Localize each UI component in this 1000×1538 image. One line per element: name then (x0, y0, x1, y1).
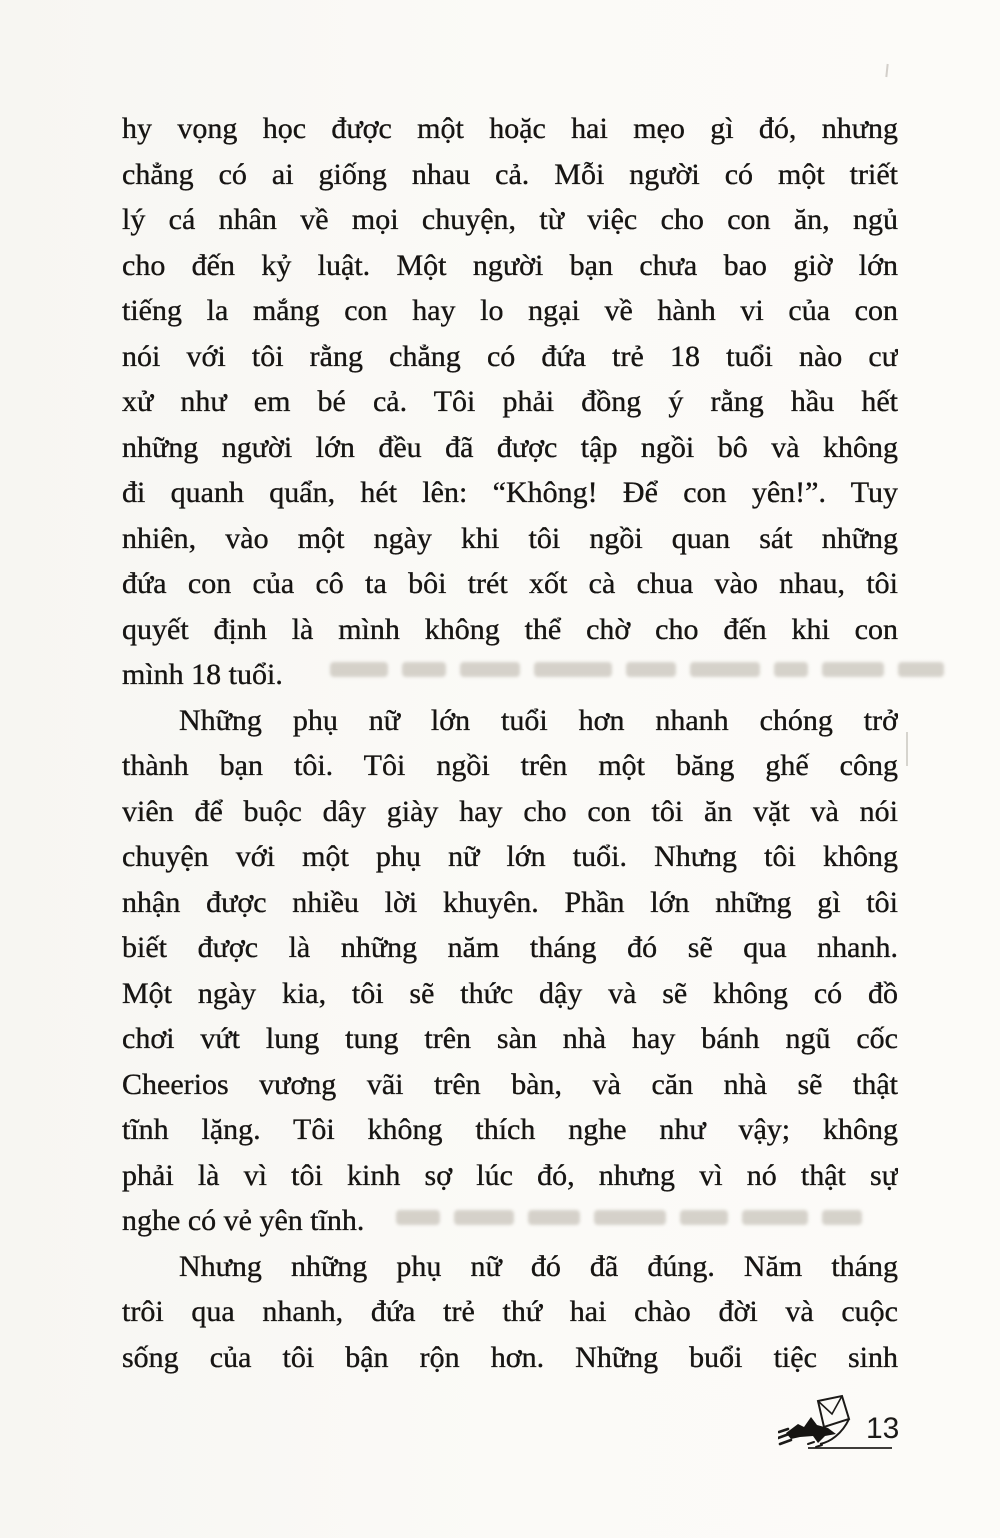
text-line: biết được là những năm tháng đó sẽ qua nhanh. (122, 931, 898, 964)
text-line: Nhưng những phụ nữ đó đã đúng. Năm tháng (179, 1249, 898, 1283)
text-line: tiếng la mắng con hay lo ngại về hành vi của con (122, 294, 898, 327)
text-line: thành bạn tôi. Tôi ngồi trên một băng ghế công (122, 749, 898, 782)
footer-rule (808, 1447, 892, 1449)
text-line: quyết định là mình không thể chờ cho đến khi con (122, 612, 898, 646)
text-line: chơi vứt lung tung trên sàn nhà hay bánh ngũ cốc (122, 1022, 898, 1055)
text-line: tĩnh lặng. Tôi không thích nghe như vậy; không (122, 1113, 898, 1146)
page-number: 13 (866, 1412, 900, 1445)
bird-with-letter-icon (778, 1394, 870, 1452)
text-line: chẳng có ai giống nhau cả. Mỗi người có một triết (122, 157, 898, 191)
text-line: đứa con của cô ta bôi trét xốt cà chua vào nhau, tôi (122, 567, 898, 600)
text-line: hy vọng học được một hoặc hai mẹo gì đó, nhưng (122, 112, 898, 145)
text-line: phải là vì tôi kinh sợ lúc đó, nhưng vì nó thật sự (122, 1158, 898, 1192)
text-line: trôi qua nhanh, đứa trẻ thứ hai chào đời và cuộc (122, 1295, 898, 1328)
text-line: xử như em bé cả. Tôi phải đồng ý rằng hầu hết (122, 385, 898, 418)
text-line: mình 18 tuổi. (122, 658, 283, 691)
page-footer (778, 1394, 918, 1460)
text-line: đi quanh quẩn, hét lên: “Không! Để con yên!”. Tuy (122, 476, 898, 509)
text-line: nghe có vẻ yên tĩnh. (122, 1204, 365, 1237)
text-line: nhiên, vào một ngày khi tôi ngồi quan sát những (122, 521, 898, 555)
page-text (122, 106, 898, 1380)
scan-artifact (906, 732, 908, 766)
show-through-text-artifact (396, 1204, 862, 1225)
text-line: sống của tôi bận rộn hơn. Những buổi tiệc sinh (122, 1340, 898, 1374)
show-through-text-artifact (330, 656, 944, 677)
text-line: Những phụ nữ lớn tuổi hơn nhanh chóng trở (179, 703, 898, 737)
text-line: nhận được nhiều lời khuyên. Phần lớn những gì tôi (122, 885, 898, 919)
text-line: lý cá nhân về mọi chuyện, từ việc cho con ăn, ngủ (122, 203, 898, 236)
text-line: Một ngày kia, tôi sẽ thức dậy và sẽ không có đồ (122, 976, 898, 1010)
text-line: những người lớn đều đã được tập ngồi bô và không (122, 430, 898, 464)
text-line: chuyện với một phụ nữ lớn tuổi. Nhưng tôi không (122, 840, 898, 873)
scan-artifact (885, 64, 888, 77)
text-line: nói với tôi rằng chẳng có đứa trẻ 18 tuổi nào cư (122, 339, 898, 373)
text-line: cho đến kỷ luật. Một người bạn chưa bao giờ lớn (122, 248, 898, 282)
text-line: viên để buộc dây giày hay cho con tôi ăn vặt và nói (122, 794, 898, 828)
text-line: Cheerios vương vãi trên bàn, và căn nhà sẽ thật (122, 1067, 898, 1101)
